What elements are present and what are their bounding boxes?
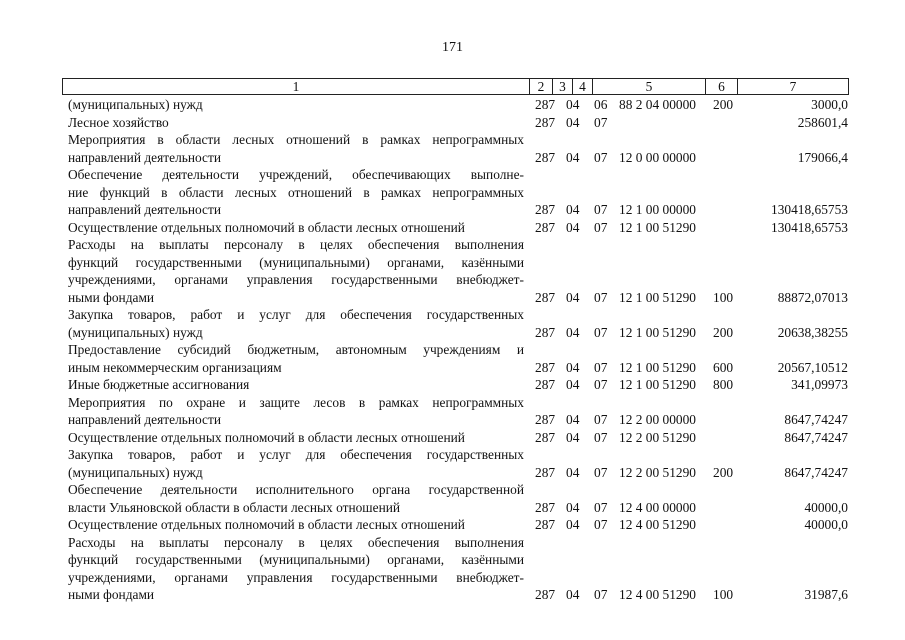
budget-table-body — [0, 96, 905, 604]
cell-c4: 07 — [594, 219, 608, 235]
description-line: учреждениями, органами управления государственными внебюджет- — [68, 569, 524, 585]
cell-c4: 07 — [594, 412, 608, 427]
description-line: ными фондами — [68, 587, 155, 602]
description-line: Осуществление отдельных полномочий в области лесных отношений — [68, 429, 465, 445]
cell-c7: 20567,10512 — [777, 359, 848, 375]
cell-c3: 04 — [566, 289, 580, 305]
cell-c2: 287 — [535, 149, 556, 165]
table-row — [0, 96, 905, 114]
description-line: Расходы на выплаты персоналу в целях обеспечения выполнения — [68, 534, 524, 550]
description-line: Иные бюджетные ассигнования — [68, 377, 250, 392]
cell-c5: 12 1 00 51290 — [619, 377, 696, 392]
table-row — [0, 131, 905, 166]
cell-c3: 04 — [566, 429, 580, 445]
cell-c7: 130418,65753 — [771, 219, 848, 235]
row-description — [68, 429, 524, 447]
cell-c6: 600 — [713, 359, 734, 375]
table-row — [0, 219, 905, 237]
cell-c2: 287 — [535, 377, 556, 392]
cell-c7: 20638,38255 — [777, 324, 848, 340]
row-description — [68, 516, 524, 534]
row-description — [68, 131, 524, 166]
cell-c7: 130418,65753 — [771, 202, 848, 217]
cell-c6: 800 — [713, 377, 734, 392]
cell-c5: 12 4 00 51290 — [619, 517, 696, 532]
cell-c5: 12 1 00 51290 — [619, 359, 696, 375]
cell-c5: 12 4 00 51290 — [619, 587, 696, 602]
cell-c5: 12 4 00 00000 — [619, 499, 696, 515]
row-description — [68, 341, 524, 376]
row-description — [68, 376, 524, 394]
description-line: (муниципальных) нужд — [68, 464, 203, 480]
column-header-3: 3 — [552, 78, 573, 95]
description-line: направлений деятельности — [68, 412, 222, 427]
cell-c2: 287 — [535, 464, 556, 480]
cell-c2: 287 — [535, 429, 556, 445]
cell-c5: 12 0 00 00000 — [619, 149, 696, 165]
table-row — [0, 429, 905, 447]
cell-c5: 12 2 00 51290 — [619, 464, 696, 480]
row-description — [68, 446, 524, 481]
row-description — [68, 394, 524, 429]
table-row — [0, 341, 905, 376]
cell-c2: 287 — [535, 289, 556, 305]
cell-c4: 07 — [594, 324, 608, 340]
description-line: (муниципальных) нужд — [68, 324, 203, 340]
column-header-5: 5 — [592, 78, 706, 95]
cell-c5: 88 2 04 00000 — [619, 97, 696, 112]
cell-c4: 06 — [594, 97, 608, 112]
description-line: функций государственными (муниципальными) органами, казёнными — [68, 254, 524, 270]
table-row — [0, 376, 905, 394]
description-line: Обеспечение деятельности учреждений, обеспечивающих выполне- — [68, 167, 524, 182]
column-header-2: 2 — [529, 78, 553, 95]
cell-c3: 04 — [566, 517, 580, 532]
description-line: ными фондами — [68, 289, 155, 305]
description-line: Обеспечение деятельности исполнительного органа государственной — [68, 482, 524, 497]
cell-c7: 31987,6 — [804, 587, 848, 602]
row-description — [68, 534, 524, 604]
cell-c3: 04 — [566, 587, 580, 602]
cell-c7: 341,09973 — [791, 377, 848, 392]
row-description — [68, 481, 524, 516]
table-row — [0, 481, 905, 516]
table-row — [0, 516, 905, 534]
cell-c5: 12 1 00 51290 — [619, 289, 696, 305]
description-line: учреждениями, органами управления государственными внебюджет- — [68, 272, 524, 287]
cell-c7: 40000,0 — [804, 499, 848, 515]
cell-c4: 07 — [594, 289, 608, 305]
cell-c4: 07 — [594, 517, 608, 532]
cell-c2: 287 — [535, 202, 556, 217]
cell-c6: 100 — [713, 587, 734, 602]
cell-c4: 07 — [594, 377, 608, 392]
cell-c7: 88872,07013 — [777, 289, 848, 305]
description-line: Предоставление субсидий бюджетным, автономным учреждениям и — [68, 342, 524, 357]
cell-c3: 04 — [566, 464, 580, 480]
description-line: функций государственными (муниципальными) органами, казёнными — [68, 552, 524, 567]
cell-c3: 04 — [566, 202, 580, 217]
table-row — [0, 534, 905, 604]
cell-c3: 04 — [566, 324, 580, 340]
page-number: 171 — [442, 40, 463, 55]
cell-c6: 200 — [713, 464, 734, 480]
cell-c3: 04 — [566, 377, 580, 392]
cell-c6: 200 — [713, 324, 734, 340]
cell-c2: 287 — [535, 412, 556, 427]
description-line: направлений деятельности — [68, 202, 222, 217]
table-row — [0, 306, 905, 341]
cell-c2: 287 — [535, 359, 556, 375]
description-line: (муниципальных) нужд — [68, 97, 203, 112]
cell-c4: 07 — [594, 587, 608, 602]
description-line: Закупка товаров, работ и услуг для обеспечения государственных — [68, 447, 524, 462]
cell-c7: 258601,4 — [797, 114, 848, 130]
description-line: Закупка товаров, работ и услуг для обеспечения государственных — [68, 307, 524, 322]
cell-c4: 07 — [594, 429, 608, 445]
column-header-7: 7 — [737, 78, 849, 95]
table-row — [0, 166, 905, 219]
cell-c5: 12 2 00 00000 — [619, 412, 696, 427]
description-line: Осуществление отдельных полномочий в области лесных отношений — [68, 219, 465, 235]
description-line: Мероприятия по охране и защите лесов в рамках непрограммных — [68, 394, 524, 410]
table-row — [0, 394, 905, 429]
cell-c7: 8647,74247 — [784, 464, 848, 480]
description-line: власти Ульяновской области в области лесных отношений — [68, 499, 401, 515]
cell-c2: 287 — [535, 517, 556, 532]
cell-c5: 12 1 00 51290 — [619, 219, 696, 235]
description-line: Мероприятия в области лесных отношений в рамках непрограммных — [68, 132, 524, 147]
cell-c7: 8647,74247 — [784, 429, 848, 445]
table-row — [0, 114, 905, 132]
cell-c7: 8647,74247 — [784, 412, 848, 427]
cell-c5: 12 1 00 00000 — [619, 202, 696, 217]
description-line: направлений деятельности — [68, 149, 222, 165]
cell-c4: 07 — [594, 464, 608, 480]
description-line: Лесное хозяйство — [68, 114, 169, 130]
row-description — [68, 114, 524, 132]
description-line: Осуществление отдельных полномочий в области лесных отношений — [68, 517, 465, 532]
cell-c3: 04 — [566, 219, 580, 235]
cell-c2: 287 — [535, 499, 556, 515]
cell-c4: 07 — [594, 114, 608, 130]
cell-c4: 07 — [594, 149, 608, 165]
cell-c5: 12 2 00 51290 — [619, 429, 696, 445]
cell-c6: 200 — [713, 97, 734, 112]
cell-c4: 07 — [594, 202, 608, 217]
cell-c7: 40000,0 — [804, 517, 848, 532]
cell-c2: 287 — [535, 324, 556, 340]
column-header-6: 6 — [705, 78, 738, 95]
description-line: Расходы на выплаты персоналу в целях обеспечения выполнения — [68, 237, 524, 252]
cell-c4: 07 — [594, 499, 608, 515]
row-description — [68, 219, 524, 237]
cell-c3: 04 — [566, 412, 580, 427]
cell-c4: 07 — [594, 359, 608, 375]
table-row — [0, 236, 905, 306]
cell-c2: 287 — [535, 587, 556, 602]
cell-c2: 287 — [535, 97, 556, 112]
column-header-1: 1 — [62, 78, 530, 95]
row-description — [68, 236, 524, 306]
cell-c7: 3000,0 — [811, 97, 848, 112]
cell-c7: 179066,4 — [797, 149, 848, 165]
cell-c2: 287 — [535, 219, 556, 235]
description-line: ние функций в области лесных отношений в рамках непрограммных — [68, 184, 524, 200]
cell-c6: 100 — [713, 289, 734, 305]
cell-c3: 04 — [566, 114, 580, 130]
cell-c5: 12 1 00 51290 — [619, 324, 696, 340]
cell-c3: 04 — [566, 149, 580, 165]
cell-c2: 287 — [535, 114, 556, 130]
row-description — [68, 96, 524, 114]
column-header-4: 4 — [572, 78, 593, 95]
cell-c3: 04 — [566, 359, 580, 375]
row-description — [68, 306, 524, 341]
table-row — [0, 446, 905, 481]
cell-c3: 04 — [566, 499, 580, 515]
cell-c3: 04 — [566, 97, 580, 112]
row-description — [68, 166, 524, 219]
description-line: иным некоммерческим организациям — [68, 359, 282, 375]
